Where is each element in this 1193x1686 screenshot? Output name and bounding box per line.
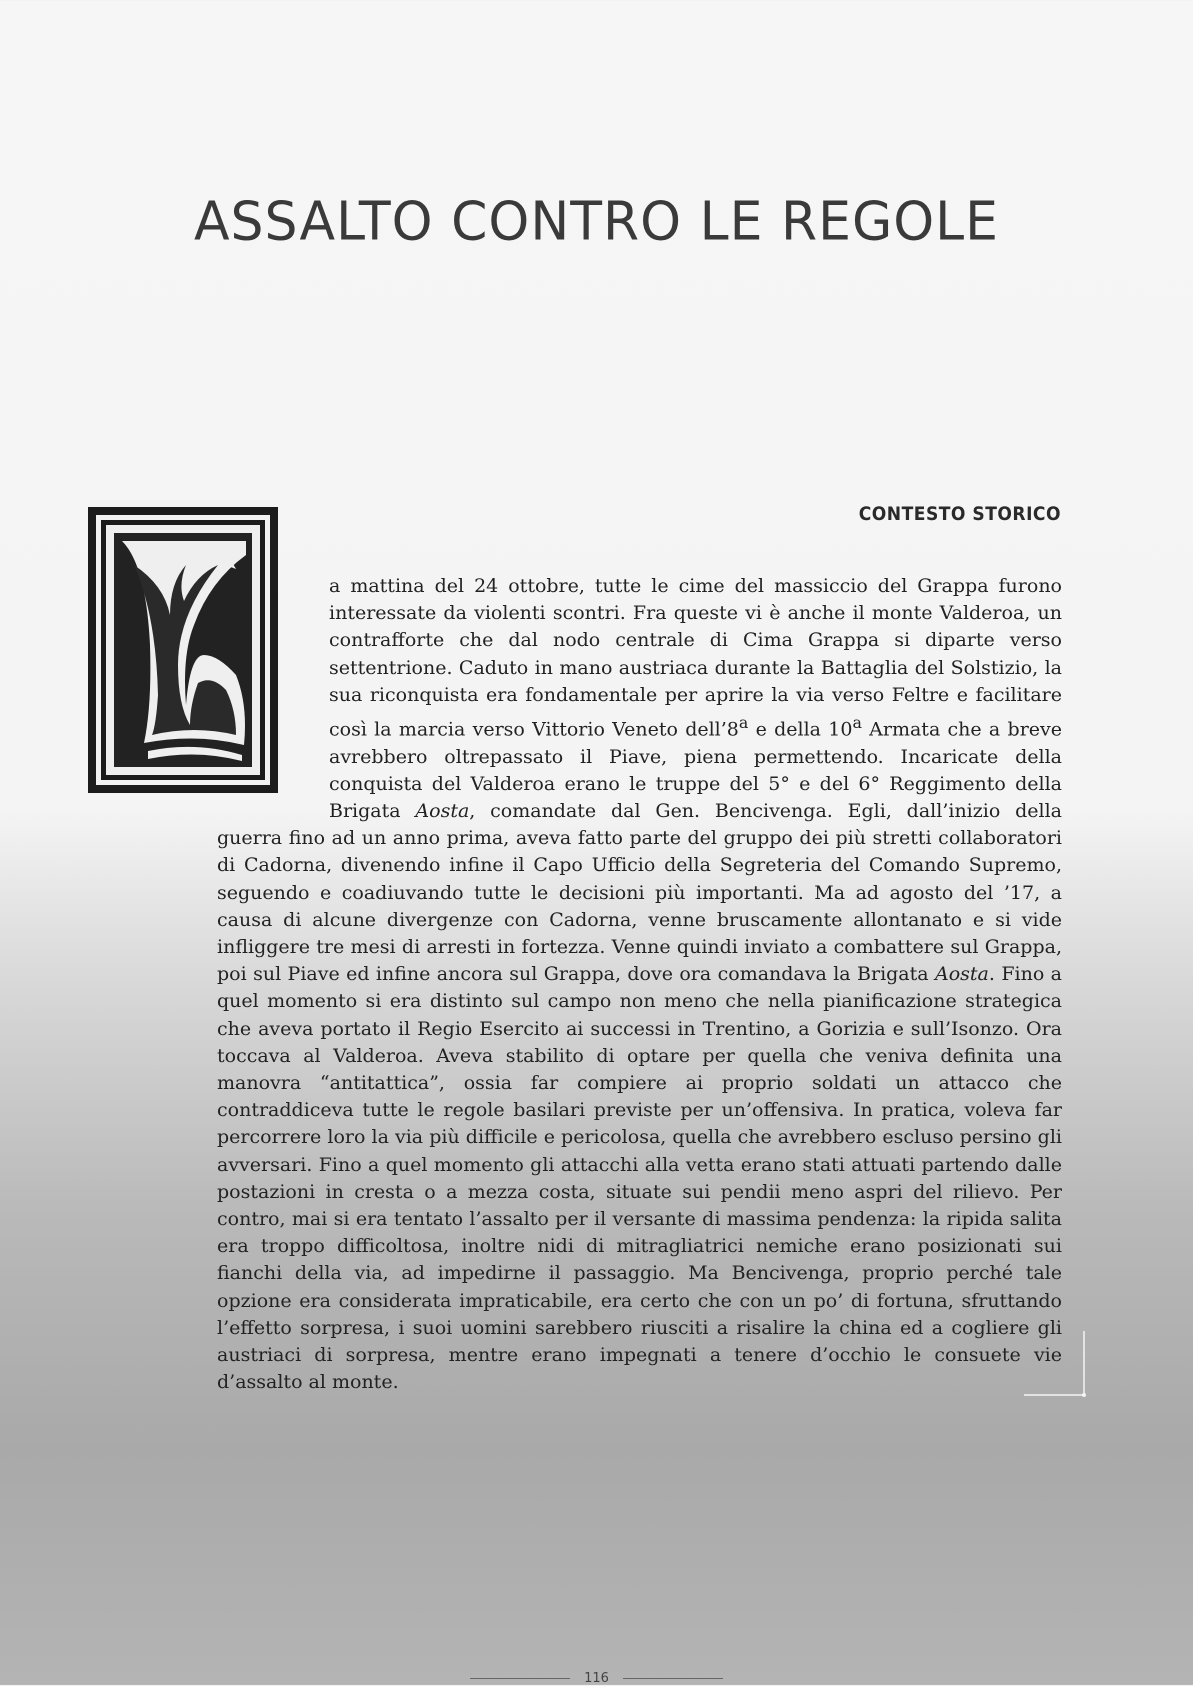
emphasis-aosta: Aosta xyxy=(415,799,470,822)
section-label: CONTESTO STORICO xyxy=(858,503,1061,525)
page-title: ASSALTO CONTRO LE REGOLE xyxy=(193,191,1000,253)
paragraph-text-1: a mattina del 24 ottobre, tutte le cime del massiccio del Grappa furono interessate da violenti scontri. Fra queste vi è anche il monte Valderoa, un contrafforte che dal nodo centrale di Cima Grappa si diparte verso settentrione. Caduto in mano austriaca durante la Battaglia del Solstizio, la sua riconquista era fondamentale per aprire la via verso Feltre e facilitare così la marcia verso Vittorio Veneto dell’8 xyxy=(329,575,1062,741)
footer-rule-right xyxy=(623,1678,723,1679)
paragraph-text-4: , comandate dal Gen. Bencivenga. Egli, dall’inizio della guerra fino ad un anno prima, aveva fatto parte del gruppo dei più stretti collaboratori di Cadorna, divenendo infine il Capo Ufficio della Segreteria del Comando Supremo, seguendo e coadiuvando tutte le decisioni più importanti. Ma ad agosto del ’17, a causa di alcune divergenze con Cadorna, venne bruscamente allontanato e si vide infliggere tre mesi di arresti in fortezza. Venne quindi inviato a combattere sul Grappa, poi sul Piave ed infine ancora sul Grappa, dove ora comandava la Brigata xyxy=(217,799,1062,986)
body-paragraph xyxy=(217,573,1062,1396)
page-number: 116 xyxy=(584,1671,609,1686)
superscript-a: a xyxy=(738,713,749,733)
paragraph-text-3: Armata che a breve avrebbero oltrepassato il Piave, piena permettendo. Incaricate della conquista del Valderoa erano le truppe del 5° e del 6° Reggimento della Brigata xyxy=(329,718,1062,822)
paragraph-text-2: e della 10 xyxy=(748,718,853,741)
page-footer xyxy=(0,1671,1193,1686)
dropcap-wrap-spacer xyxy=(217,573,329,818)
emphasis-aosta: Aosta xyxy=(935,963,989,986)
corner-ornament xyxy=(1018,1325,1098,1405)
footer-rule-left xyxy=(470,1678,570,1679)
superscript-a: a xyxy=(852,713,862,733)
paragraph-text-5: . Fino a quel momento si era distinto sul campo non meno che nella pianificazione strategica che aveva portato il Regio Esercito ai successi in Trentino, a Gorizia e sull’Isonzo. Ora toccava al Valderoa. Aveva stabilito di optare per quella che veniva definita una manovra “antitattica”, ossia far compiere ai proprio soldati un attacco che contraddiceva tutte le regole basilari previste per un’offensiva. In pratica, voleva far percorrere loro la via più difficile e pericolosa, quella che avrebbero escluso persino gli avversari. Fino a quel momento gli attacchi alla vetta erano stati attuati partendo dalle postazioni in cresta o a mezza costa, situate sui pendii meno aspri del rilievo. Per contro, mai si era tentato l’assalto per il versante di massima pendenza: la ripida salita era troppo difficoltosa, inoltre nidi di mitragliatrici nemiche erano posizionati sui fianchi della via, ad impedirne il passaggio. Ma Bencivenga, proprio perché tale opzione era considerata impraticabile, era certo che con un po’ di fortuna, sfruttando l’effetto sorpresa, i suoi uomini sarebbero riusciti a risalire la china ed a cogliere gli austriaci di sorpresa, mentre erano impegnati a tenere d’occhio le consuete vie d’assalto al monte. xyxy=(217,963,1062,1394)
